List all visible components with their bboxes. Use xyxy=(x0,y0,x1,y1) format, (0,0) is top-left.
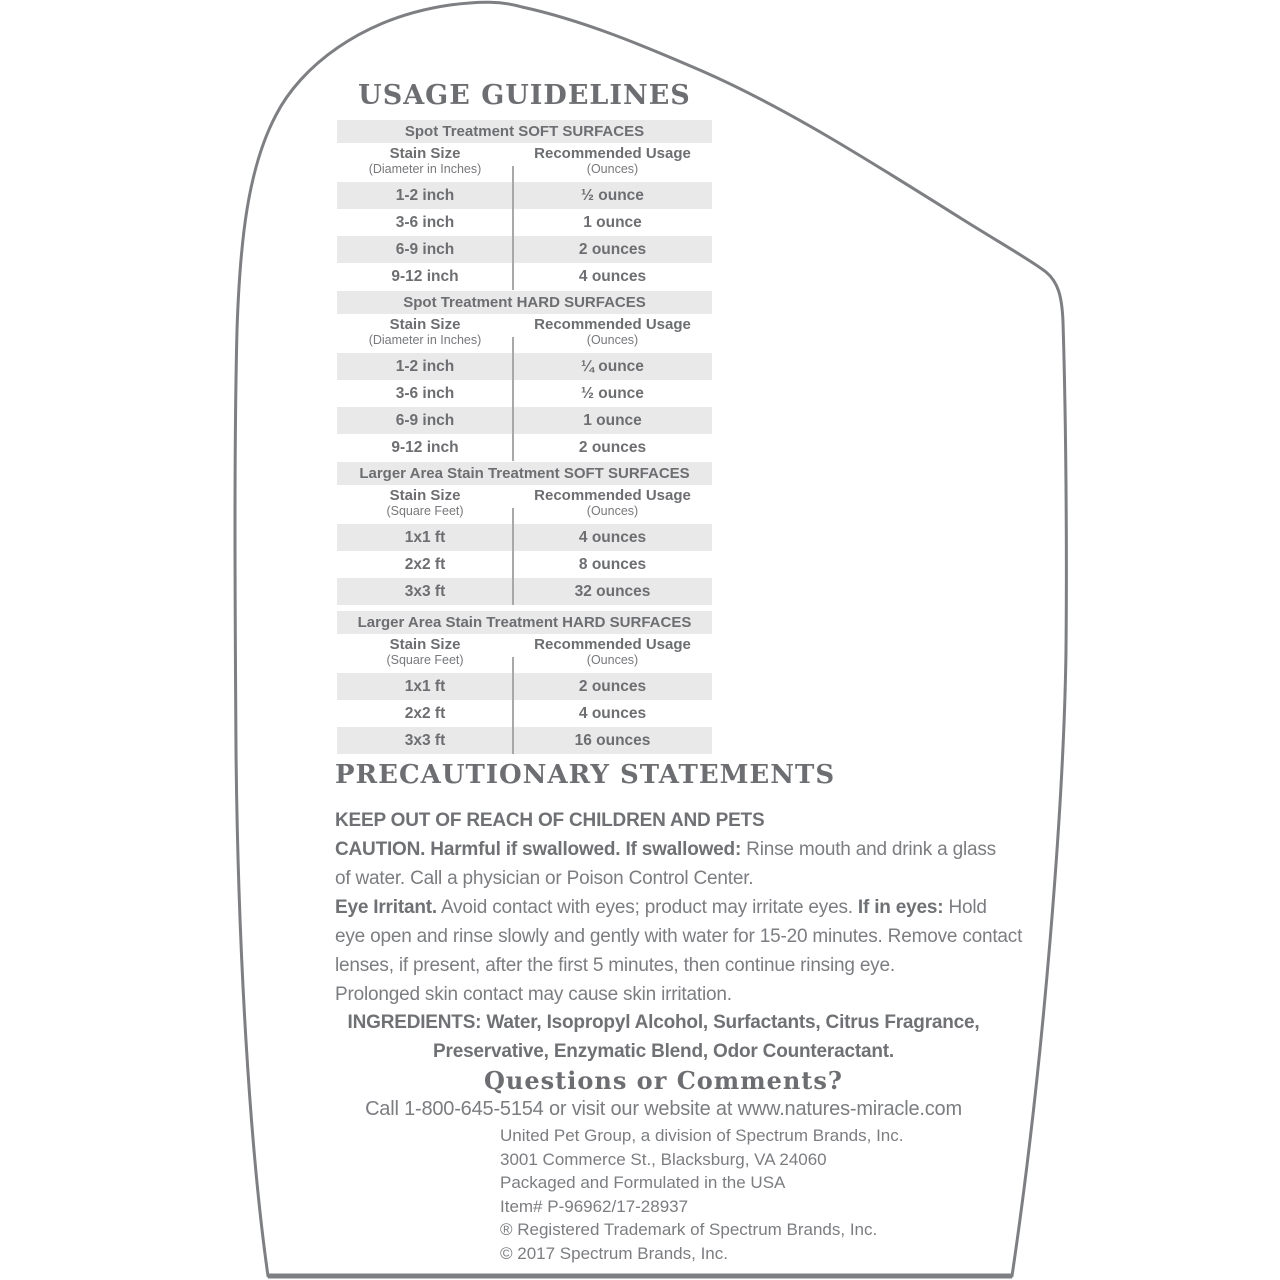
cell-usage: 32 ounces xyxy=(574,583,651,600)
cell-usage: 16 ounces xyxy=(574,732,651,749)
table-body xyxy=(337,485,712,605)
cell-usage: 4 ounces xyxy=(578,705,647,722)
cell-usage: 4 ounces xyxy=(578,529,647,546)
table-row xyxy=(337,524,712,551)
col-title: Stain Size xyxy=(389,316,461,333)
footer-copyright-line: © 2017 Spectrum Brands, Inc. xyxy=(500,1243,728,1263)
col-title: Recommended Usage xyxy=(534,145,691,162)
cell-usage: 2 ounces xyxy=(578,439,647,456)
table-row xyxy=(337,209,712,236)
eye-irritant-text: Avoid contact with eyes; product may irritate eyes. xyxy=(436,897,858,918)
col-subtitle: (Ounces) xyxy=(586,333,639,347)
col-recommended-usage xyxy=(513,634,712,673)
table-row xyxy=(337,700,712,727)
cell-stain-size: 9-12 inch xyxy=(391,268,459,285)
page-title: USAGE GUIDELINES xyxy=(358,80,691,111)
cell-stain-size: 6-9 inch xyxy=(395,412,455,429)
table-row xyxy=(337,673,712,700)
col-stain-size xyxy=(337,314,513,353)
col-title: Recommended Usage xyxy=(534,487,691,504)
questions-heading: Questions or Comments? xyxy=(484,1066,843,1095)
col-title: Recommended Usage xyxy=(534,636,691,653)
column-divider xyxy=(512,166,514,290)
column-headers xyxy=(337,143,712,182)
cell-stain-size: 1-2 inch xyxy=(395,358,455,375)
column-headers xyxy=(337,485,712,524)
cell-stain-size: 3x3 ft xyxy=(404,732,446,749)
cell-stain-size: 3-6 inch xyxy=(395,214,455,231)
cell-stain-size: 2x2 ft xyxy=(404,556,446,573)
contact-line: Call 1-800-645-5154 or visit our website at www.natures-miracle.com xyxy=(365,1098,962,1120)
table-row xyxy=(337,182,712,209)
cell-stain-size: 1x1 ft xyxy=(404,529,446,546)
eye-irritant-line-2: eye open and rinse slowly and gently with water for 15-20 minutes. Remove contact xyxy=(335,926,1023,947)
if-in-eyes-bold: If in eyes: xyxy=(857,897,944,918)
eye-irritant-bold: Eye Irritant. xyxy=(335,897,437,918)
precautionary-heading: PRECAUTIONARY STATEMENTS xyxy=(335,760,836,790)
footer-company-line: United Pet Group, a division of Spectrum Brands, Inc. xyxy=(500,1126,904,1145)
ingredients-line-1 xyxy=(337,1012,990,1034)
table-row xyxy=(337,407,712,434)
table-header: Larger Area Stain Treatment HARD SURFACES xyxy=(337,611,712,634)
cell-usage: 1 ounce xyxy=(583,214,642,231)
col-title: Stain Size xyxy=(389,636,461,653)
col-recommended-usage xyxy=(513,485,712,524)
col-subtitle: (Square Feet) xyxy=(386,504,464,518)
cell-stain-size: 1-2 inch xyxy=(395,187,455,204)
footer-item-number: Item# P-96962/17-28937 xyxy=(500,1196,689,1216)
table-row xyxy=(337,727,712,754)
col-stain-size xyxy=(337,485,513,524)
col-recommended-usage xyxy=(513,314,712,353)
ingredients-label: INGREDIENTS: xyxy=(347,1012,482,1033)
col-subtitle: (Diameter in Inches) xyxy=(368,162,482,176)
footer-address-line: 3001 Commerce St., Blacksburg, VA 24060 xyxy=(500,1149,827,1169)
col-title: Stain Size xyxy=(389,487,461,504)
cell-stain-size: 2x2 ft xyxy=(404,705,446,722)
col-subtitle: (Ounces) xyxy=(586,162,639,176)
skin-contact-line: Prolonged skin contact may cause skin irritation. xyxy=(335,984,732,1005)
table-spot-soft-surfaces xyxy=(337,120,712,290)
column-headers xyxy=(337,634,712,673)
caution-bold: CAUTION. Harmful if swallowed. If swallowed: xyxy=(335,839,742,860)
table-row xyxy=(337,263,712,290)
eye-irritant-line-1 xyxy=(335,897,987,919)
footer-origin-line: Packaged and Formulated in the USA xyxy=(500,1173,786,1192)
col-recommended-usage xyxy=(513,143,712,182)
ingredients-list-1: Water, Isopropyl Alcohol, Surfactants, Citrus Fragrance, xyxy=(481,1012,980,1033)
cell-usage: 4 ounces xyxy=(578,268,647,285)
table-header: Spot Treatment HARD SURFACES xyxy=(337,291,712,314)
col-stain-size xyxy=(337,634,513,673)
keep-out-line: KEEP OUT OF REACH OF CHILDREN AND PETS xyxy=(335,810,765,831)
col-title: Stain Size xyxy=(389,145,461,162)
if-in-eyes-text: Hold xyxy=(943,897,987,918)
cell-usage: ½ ounce xyxy=(581,187,644,204)
table-larger-area-soft-surfaces xyxy=(337,462,712,605)
table-row xyxy=(337,578,712,605)
footer-trademark-line: ® Registered Trademark of Spectrum Brands, Inc. xyxy=(500,1220,878,1239)
table-larger-area-hard-surfaces xyxy=(337,611,712,754)
cell-stain-size: 6-9 inch xyxy=(395,241,455,258)
table-header: Spot Treatment SOFT SURFACES xyxy=(337,120,712,143)
cell-usage: 8 ounces xyxy=(578,556,647,573)
col-subtitle: (Ounces) xyxy=(586,653,639,667)
col-title: Recommended Usage xyxy=(534,316,691,333)
cell-usage: ¼ ounce xyxy=(581,358,644,375)
cell-usage: ½ ounce xyxy=(581,385,644,402)
cell-usage: 2 ounces xyxy=(578,678,647,695)
table-row xyxy=(337,434,712,461)
cell-usage: 2 ounces xyxy=(578,241,647,258)
cell-stain-size: 3-6 inch xyxy=(395,385,455,402)
footer-block xyxy=(500,1124,903,1265)
table-header: Larger Area Stain Treatment SOFT SURFACES xyxy=(337,462,712,485)
ingredients-line-2: Preservative, Enzymatic Blend, Odor Counteractant. xyxy=(433,1041,894,1062)
eye-irritant-line-3: lenses, if present, after the first 5 minutes, then continue rinsing eye. xyxy=(335,955,895,976)
table-row xyxy=(337,551,712,578)
table-body xyxy=(337,143,712,290)
col-subtitle: (Ounces) xyxy=(586,504,639,518)
col-subtitle: (Square Feet) xyxy=(386,653,464,667)
column-headers xyxy=(337,314,712,353)
table-body xyxy=(337,314,712,461)
table-row xyxy=(337,353,712,380)
table-row xyxy=(337,380,712,407)
cell-stain-size: 1x1 ft xyxy=(404,678,446,695)
col-stain-size xyxy=(337,143,513,182)
caution-line-1 xyxy=(335,839,996,861)
col-subtitle: (Diameter in Inches) xyxy=(368,333,482,347)
caution-rest: Rinse mouth and drink a glass xyxy=(741,839,996,860)
table-row xyxy=(337,236,712,263)
cell-stain-size: 3x3 ft xyxy=(404,583,446,600)
cell-usage: 1 ounce xyxy=(583,412,642,429)
column-divider xyxy=(512,337,514,461)
cell-stain-size: 9-12 inch xyxy=(391,439,459,456)
table-spot-hard-surfaces xyxy=(337,291,712,461)
caution-line-2: of water. Call a physician or Poison Control Center. xyxy=(335,868,754,889)
table-body xyxy=(337,634,712,754)
